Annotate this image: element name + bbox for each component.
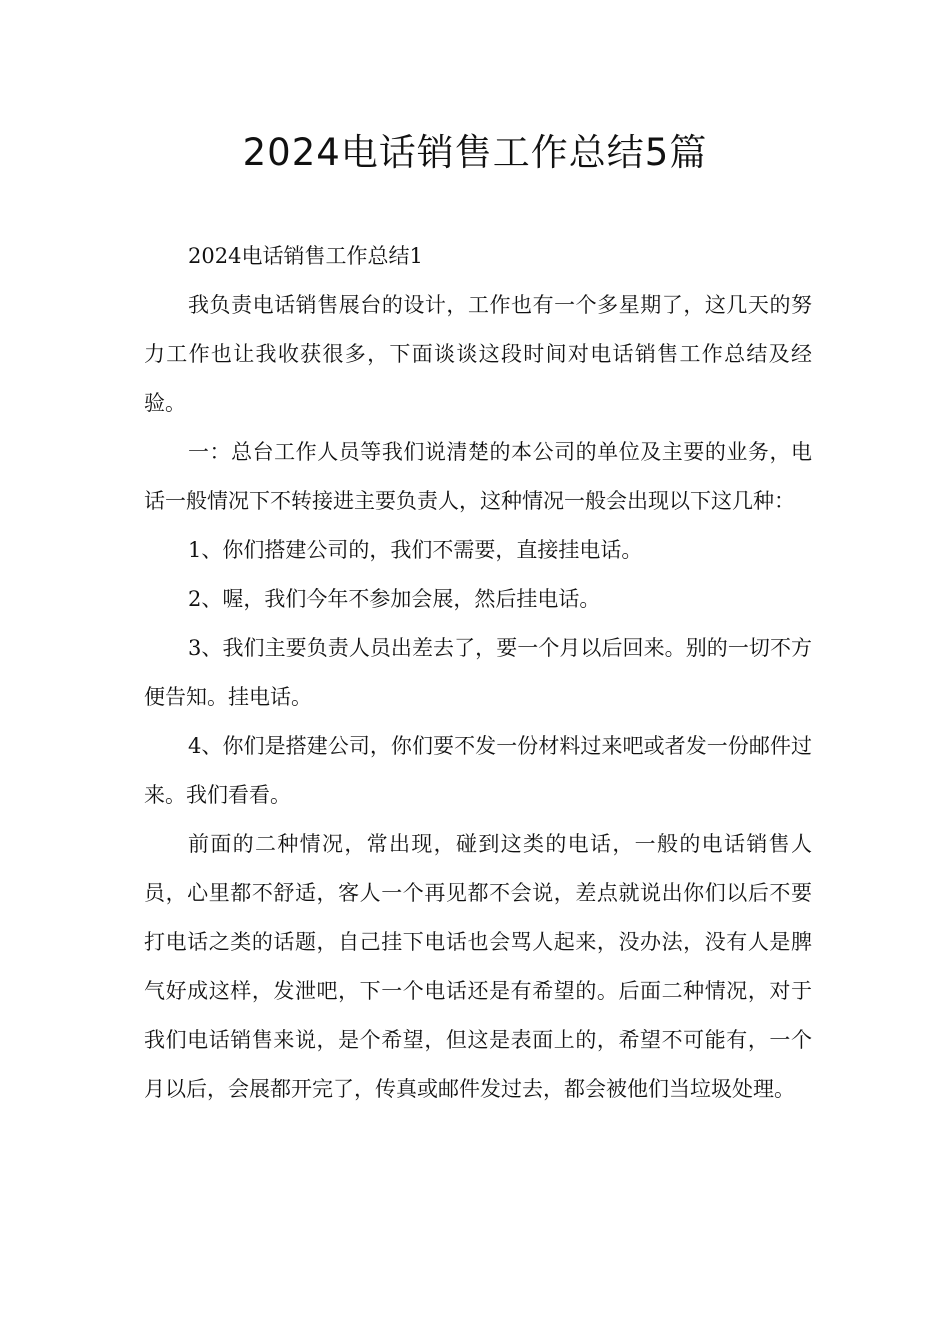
paragraph: 一：总台工作人员等我们说清楚的本公司的单位及主要的业务，电话一般情况下不转接进主要负责人，这种情况一般会出现以下这几种：: [144, 440, 812, 513]
document-body: [144, 232, 812, 1114]
section-heading: 2024电话销售工作总结1: [188, 244, 423, 268]
list-item: 2、喔，我们今年不参加会展，然后挂电话。: [188, 587, 601, 611]
list-item: 4、你们是搭建公司，你们要不发一份材料过来吧或者发一份邮件过来。我们看看。: [144, 734, 812, 807]
list-item: 1、你们搭建公司的，我们不需要，直接挂电话。: [188, 538, 643, 562]
paragraph: 前面的二种情况，常出现，碰到这类的电话，一般的电话销售人员，心里都不舒适，客人一个再见都不会说，差点就说出你们以后不要打电话之类的话题，自己挂下电话也会骂人起来，没办法，没有人是脾气好成这样，发泄吧，下一个电话还是有希望的。后面二种情况，对于我们电话销售来说，是个希望，但这是表面上的，希望不可能有，一个月以后，会展都开完了，传真或邮件发过去，都会被他们当垃圾处理。: [144, 832, 812, 1101]
document-title: 2024电话销售工作总结5篇: [242, 131, 708, 174]
paragraph: 我负责电话销售展台的设计，工作也有一个多星期了，这几天的努力工作也让我收获很多，下面谈谈这段时间对电话销售工作总结及经验。: [144, 293, 812, 415]
list-item: 3、我们主要负责人员出差去了，要一个月以后回来。别的一切不方便告知。挂电话。: [144, 636, 812, 709]
